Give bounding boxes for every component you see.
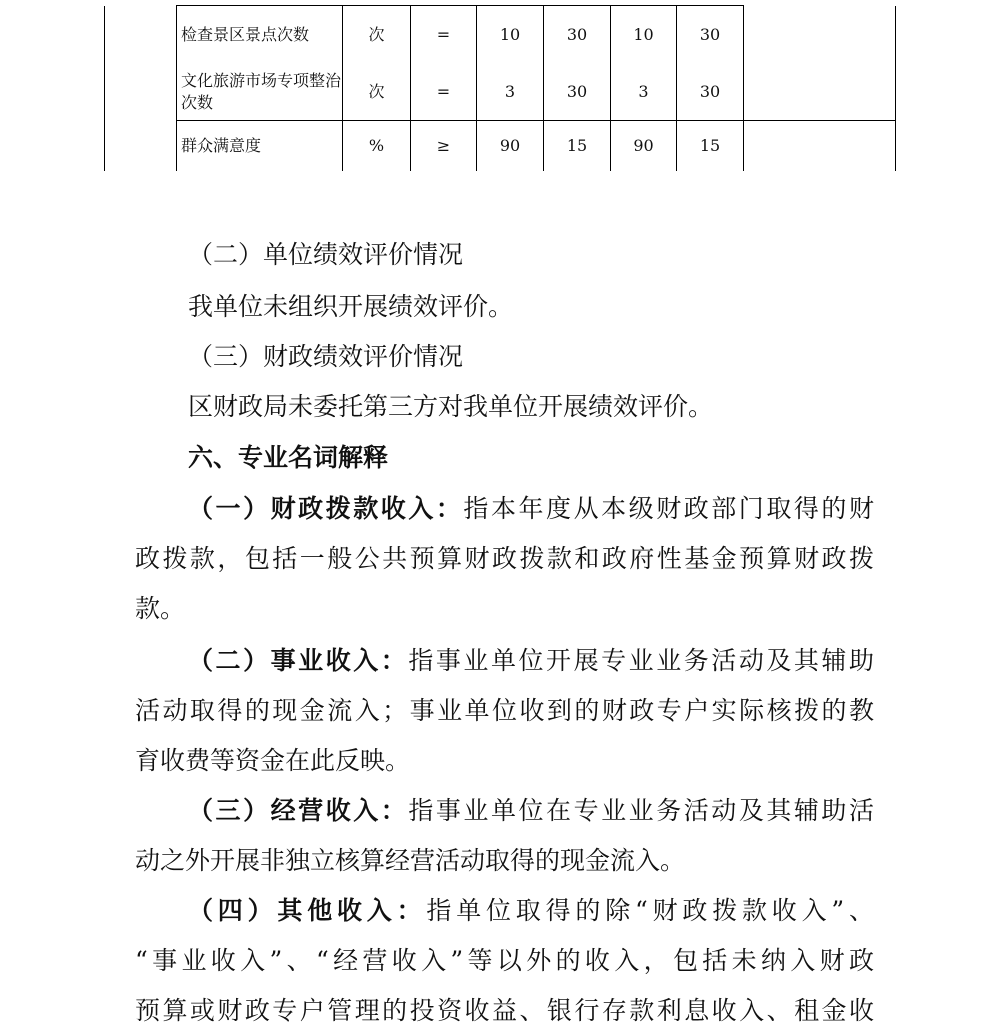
term-line: 活动取得的现金流入；事业单位收到的财政专户实际核拨的教 <box>135 696 874 725</box>
performance-table <box>104 5 896 171</box>
term-line <box>188 484 874 534</box>
value-cell: 30 <box>677 63 744 121</box>
term-line <box>188 636 874 686</box>
term-line: 政拨款，包括一般公共预算财政拨款和政府性基金预算财政拨 <box>135 544 874 573</box>
paragraph: 区财政局未委托第三方对我单位开展绩效评价。 <box>188 392 714 421</box>
term-label: （三）经营收入： <box>188 796 409 825</box>
category-cell <box>105 6 177 172</box>
value-cell: 90 <box>477 121 544 172</box>
note-cell <box>744 6 896 121</box>
table-row <box>105 6 896 64</box>
term-line <box>188 886 874 936</box>
term-text: 指单位取得的除“财政拨款收入”、 <box>426 896 874 925</box>
value-cell: 3 <box>611 63 677 121</box>
value-cell: 15 <box>544 121 611 172</box>
term-line: “事业收入”、“经营收入”等以外的收入，包括未纳入财政 <box>135 946 874 975</box>
section-heading: （三）财政绩效评价情况 <box>188 342 464 371</box>
indicator-cell: 群众满意度 <box>177 121 343 172</box>
section-heading: （二）单位绩效评价情况 <box>188 240 464 269</box>
unit-cell: 次 <box>343 63 411 121</box>
value-cell: 30 <box>677 6 744 64</box>
unit-cell: 次 <box>343 6 411 64</box>
term-label: （一）财政拨款收入： <box>188 494 464 523</box>
term-line: 款。 <box>135 594 186 623</box>
paragraph: 我单位未组织开展绩效评价。 <box>188 292 514 321</box>
value-cell: 30 <box>544 6 611 64</box>
value-cell: 10 <box>611 6 677 64</box>
term-text: 指事业单位开展专业业务活动及其辅助 <box>408 646 874 675</box>
term-label: （四）其他收入： <box>188 896 427 925</box>
term-text: 指本年度从本级财政部门取得的财 <box>463 494 874 523</box>
indicator-cell: 文化旅游市场专项整治次数 <box>177 63 343 121</box>
term-text: 指事业单位在专业业务活动及其辅助活 <box>408 796 874 825</box>
operator-cell: = <box>411 63 477 121</box>
value-cell: 30 <box>544 63 611 121</box>
chapter-heading: 六、专业名词解释 <box>188 443 389 472</box>
value-cell: 3 <box>477 63 544 121</box>
indicator-cell: 检查景区景点次数 <box>177 6 343 64</box>
term-line <box>188 786 874 836</box>
term-line: 动之外开展非独立核算经营活动取得的现金流入。 <box>135 846 686 875</box>
operator-cell: = <box>411 6 477 64</box>
term-line: 育收费等资金在此反映。 <box>135 746 411 775</box>
operator-cell: ≥ <box>411 121 477 172</box>
unit-cell: % <box>343 121 411 172</box>
term-line: 预算或财政专户管理的投资收益、银行存款利息收入、租金收 <box>135 996 874 1025</box>
table-row <box>105 121 896 172</box>
value-cell: 15 <box>677 121 744 172</box>
value-cell: 10 <box>477 6 544 64</box>
value-cell: 90 <box>611 121 677 172</box>
note-cell <box>744 121 896 172</box>
term-label: （二）事业收入： <box>188 646 409 675</box>
